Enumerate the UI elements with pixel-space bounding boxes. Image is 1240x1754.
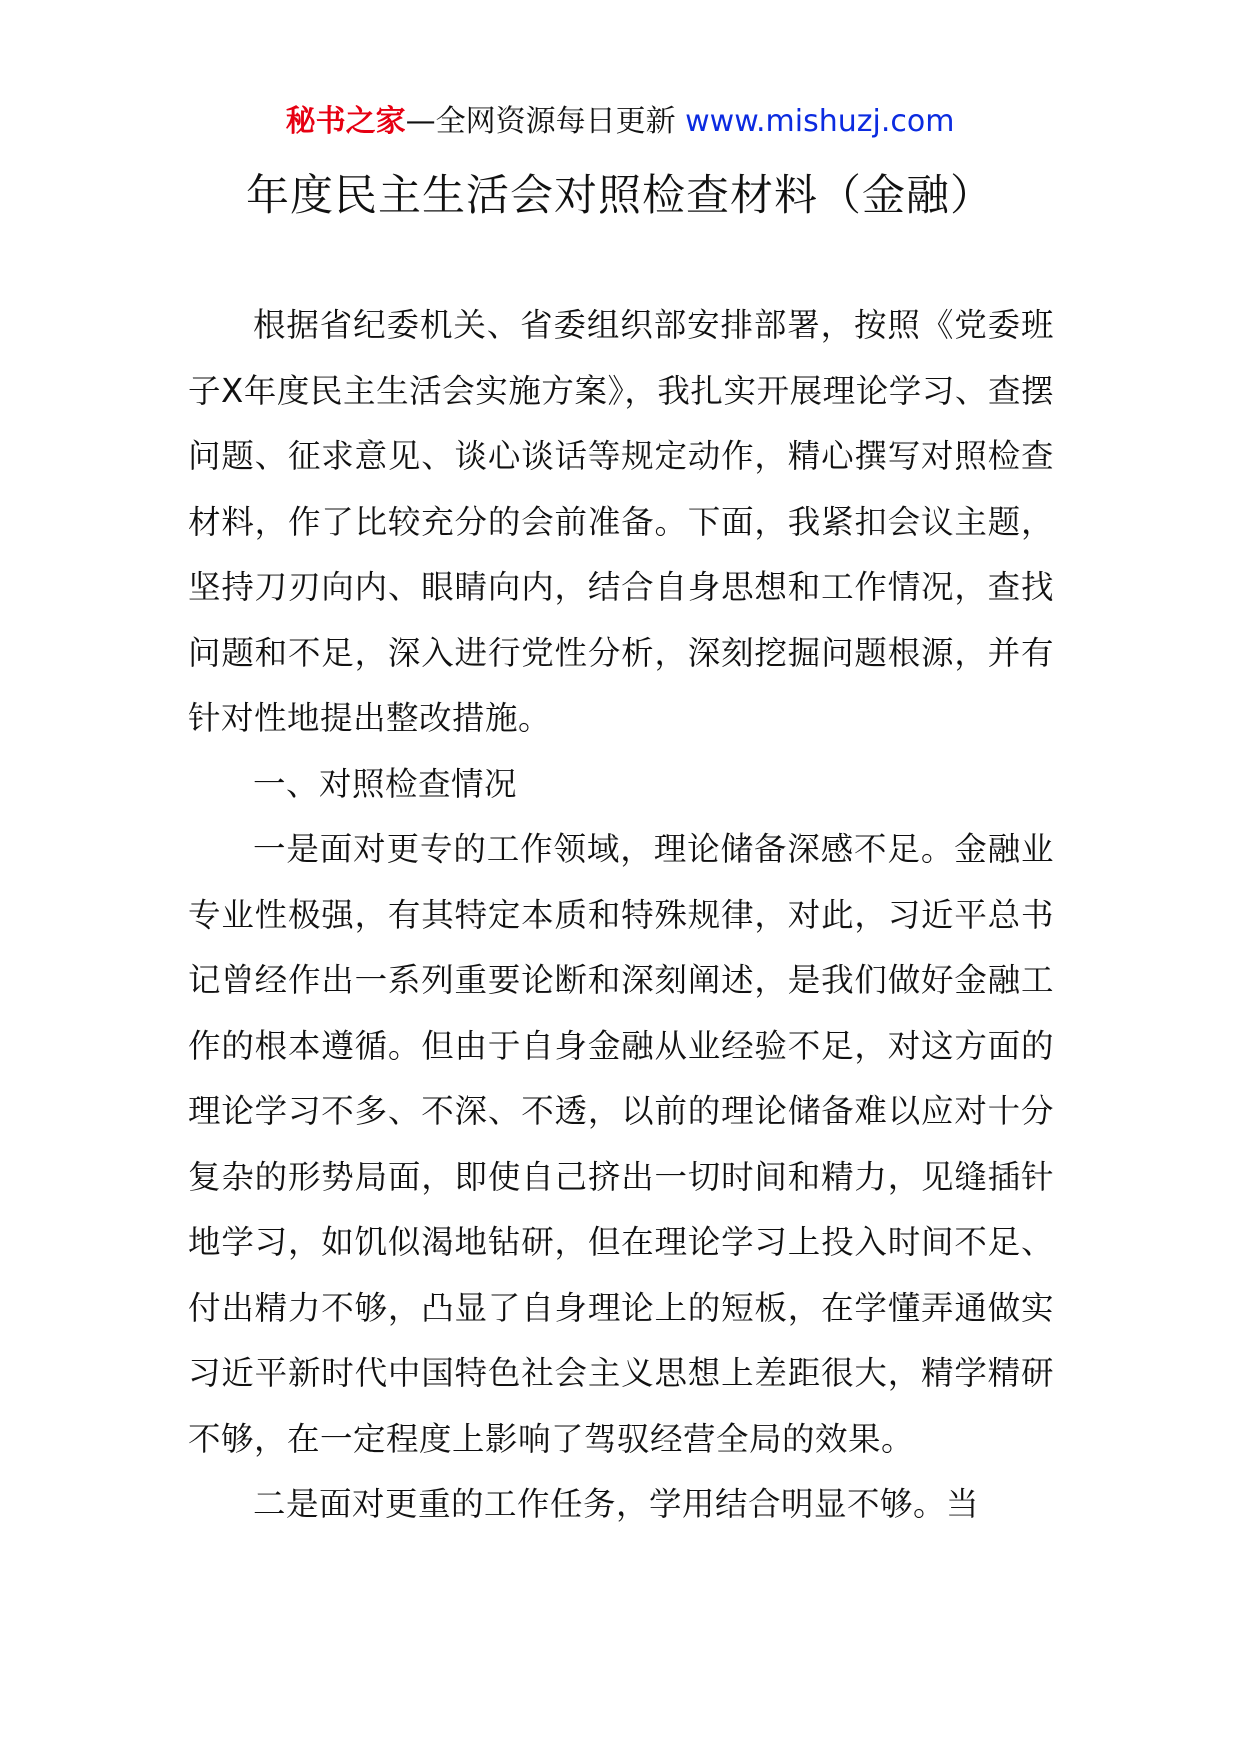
- point-two-paragraph: 二是面对更重的工作任务，学用结合明显不够。当: [253, 1485, 980, 1523]
- site-link[interactable]: www.mishuzj.com: [685, 104, 955, 139]
- section-heading: 一、对照检查情况: [253, 764, 518, 803]
- header-banner: [0, 102, 1240, 142]
- brand-name: 秘书之家: [285, 104, 406, 139]
- document-title: 年度民主生活会对照检查材料（金融）: [246, 171, 994, 221]
- header-tagline: —全网资源每日更新: [405, 104, 686, 139]
- point-one-paragraph: 一是面对更专的工作领域，理论储备深感不足。金融业专业性极强，有其特定本质和特殊规律，对此，习近平总书记曾经作出一系列重要论断和深刻阐述，是我们做好金融工作的根本遵循。但由于自身金融从业经验不足，对这方面的理论学习不多、不深、不透，以前的理论储备难以应对十分复杂的形势局面，即使自己挤出一切时间和精力，见缝插针地学习，如饥似渴地钻研，但在理论学习上投入时间不足、付出精力不够，凸显了自身理论上的短板，在学懂弄通做实习近平新时代中国特色社会主义思想上差距很大，精学精研不够，在一定程度上影响了驾驭经营全局的效果。: [188, 830, 1054, 1458]
- document-body: [188, 293, 1054, 1538]
- intro-paragraph: 根据省纪委机关、省委组织部安排部署，按照《党委班子X年度民主生活会实施方案》，我扎实开展理论学习、查摆问题、征求意见、谈心谈话等规定动作，精心撰写对照检查材料，作了比较充分的会前准备。下面，我紧扣会议主题，坚持刀刃向内、眼睛向内，结合自身思想和工作情况，查找问题和不足，深入进行党性分析，深刻挖掘问题根源，并有针对性地提出整改措施。: [188, 306, 1054, 737]
